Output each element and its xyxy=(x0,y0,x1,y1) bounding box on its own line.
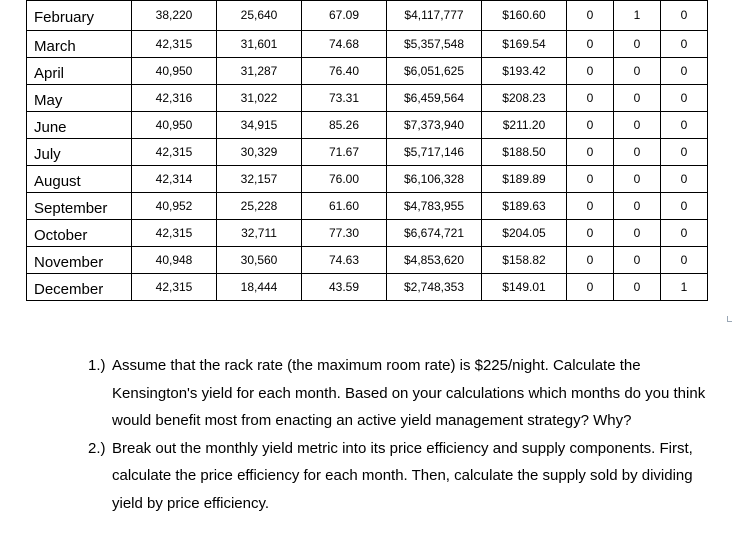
value-cell: 0 xyxy=(661,58,708,85)
value-cell: 76.40 xyxy=(302,58,387,85)
question-number: 2.) xyxy=(88,439,106,457)
value-cell: 0 xyxy=(567,85,614,112)
value-cell: $4,783,955 xyxy=(387,193,482,220)
value-cell: 40,950 xyxy=(132,58,217,85)
value-cell: 0 xyxy=(614,139,661,166)
value-cell: 0 xyxy=(661,220,708,247)
value-cell: 40,952 xyxy=(132,193,217,220)
month-cell: February xyxy=(27,1,132,31)
value-cell: 71.67 xyxy=(302,139,387,166)
value-cell: 42,315 xyxy=(132,31,217,58)
table-row xyxy=(27,220,708,247)
value-cell: 0 xyxy=(614,220,661,247)
value-cell: 42,315 xyxy=(132,220,217,247)
value-cell: 0 xyxy=(661,1,708,31)
value-cell: 32,711 xyxy=(217,220,302,247)
value-cell: 25,640 xyxy=(217,1,302,31)
month-cell: March xyxy=(27,31,132,58)
value-cell: $211.20 xyxy=(482,112,567,139)
question-text: Assume that the rack rate (the maximum room rate) is $225/night. Calculate the Kensington's yield for each month. Based on your calculations which months do you think would benefit most from enacting an active yield management strategy? Why? xyxy=(112,357,706,430)
value-cell: 0 xyxy=(567,58,614,85)
value-cell: 0 xyxy=(567,1,614,31)
value-cell: 0 xyxy=(567,220,614,247)
value-cell: 76.00 xyxy=(302,166,387,193)
value-cell: 0 xyxy=(567,31,614,58)
value-cell: $6,106,328 xyxy=(387,166,482,193)
value-cell: 18,444 xyxy=(217,274,302,301)
value-cell: 0 xyxy=(661,31,708,58)
month-cell: May xyxy=(27,85,132,112)
value-cell: 43.59 xyxy=(302,274,387,301)
question-text: Break out the monthly yield metric into its price efficiency and supply components. First, calculate the price efficiency for each month. Then, calculate the supply sold by dividing yield by price efficiency. xyxy=(112,439,693,512)
month-cell: June xyxy=(27,112,132,139)
value-cell: 0 xyxy=(567,166,614,193)
table-row xyxy=(27,31,708,58)
value-cell: 77.30 xyxy=(302,220,387,247)
value-cell: $160.60 xyxy=(482,1,567,31)
month-cell: September xyxy=(27,193,132,220)
value-cell: 32,157 xyxy=(217,166,302,193)
value-cell: $169.54 xyxy=(482,31,567,58)
value-cell: 0 xyxy=(661,112,708,139)
value-cell: 0 xyxy=(567,247,614,274)
table-row xyxy=(27,193,708,220)
value-cell: 0 xyxy=(661,139,708,166)
value-cell: $5,717,146 xyxy=(387,139,482,166)
month-cell: December xyxy=(27,274,132,301)
value-cell: 61.60 xyxy=(302,193,387,220)
table-row xyxy=(27,85,708,112)
value-cell: $6,051,625 xyxy=(387,58,482,85)
value-cell: 25,228 xyxy=(217,193,302,220)
value-cell: 67.09 xyxy=(302,1,387,31)
value-cell: 31,022 xyxy=(217,85,302,112)
table-row xyxy=(27,274,708,301)
value-cell: 0 xyxy=(661,247,708,274)
value-cell: $6,674,721 xyxy=(387,220,482,247)
value-cell: 40,950 xyxy=(132,112,217,139)
table-row xyxy=(27,166,708,193)
month-cell: April xyxy=(27,58,132,85)
month-cell: July xyxy=(27,139,132,166)
value-cell: 31,287 xyxy=(217,58,302,85)
value-cell: 85.26 xyxy=(302,112,387,139)
value-cell: 74.63 xyxy=(302,247,387,274)
month-cell: October xyxy=(27,220,132,247)
table-row xyxy=(27,247,708,274)
value-cell: 42,314 xyxy=(132,166,217,193)
value-cell: $2,748,353 xyxy=(387,274,482,301)
month-cell: November xyxy=(27,247,132,274)
value-cell: $5,357,548 xyxy=(387,31,482,58)
value-cell: 1 xyxy=(661,274,708,301)
corner-resize-mark xyxy=(727,316,732,322)
value-cell: $189.63 xyxy=(482,193,567,220)
value-cell: $4,117,777 xyxy=(387,1,482,31)
table-body xyxy=(27,1,708,301)
value-cell: 42,316 xyxy=(132,85,217,112)
value-cell: 40,948 xyxy=(132,247,217,274)
value-cell: 0 xyxy=(614,85,661,112)
value-cell: 0 xyxy=(614,166,661,193)
question-item xyxy=(88,435,713,518)
value-cell: $208.23 xyxy=(482,85,567,112)
question-item xyxy=(88,352,713,435)
value-cell: 0 xyxy=(567,274,614,301)
value-cell: 30,329 xyxy=(217,139,302,166)
table-row xyxy=(27,58,708,85)
value-cell: 42,315 xyxy=(132,139,217,166)
value-cell: $193.42 xyxy=(482,58,567,85)
value-cell: 0 xyxy=(614,31,661,58)
value-cell: 34,915 xyxy=(217,112,302,139)
value-cell: 0 xyxy=(614,247,661,274)
value-cell: $6,459,564 xyxy=(387,85,482,112)
value-cell: 0 xyxy=(614,112,661,139)
table-row xyxy=(27,112,708,139)
value-cell: $4,853,620 xyxy=(387,247,482,274)
value-cell: $149.01 xyxy=(482,274,567,301)
value-cell: $189.89 xyxy=(482,166,567,193)
table-row xyxy=(27,139,708,166)
value-cell: 0 xyxy=(661,193,708,220)
value-cell: $158.82 xyxy=(482,247,567,274)
monthly-data-table xyxy=(26,0,708,301)
question-number: 1.) xyxy=(88,357,106,374)
value-cell: $7,373,940 xyxy=(387,112,482,139)
value-cell: 31,601 xyxy=(217,31,302,58)
value-cell: 38,220 xyxy=(132,1,217,31)
value-cell: 0 xyxy=(661,85,708,112)
value-cell: 1 xyxy=(614,1,661,31)
value-cell: $204.05 xyxy=(482,220,567,247)
value-cell: 73.31 xyxy=(302,85,387,112)
table-row xyxy=(27,1,708,31)
value-cell: 0 xyxy=(567,139,614,166)
value-cell: 74.68 xyxy=(302,31,387,58)
value-cell: 0 xyxy=(614,58,661,85)
value-cell: 0 xyxy=(614,274,661,301)
month-cell: August xyxy=(27,166,132,193)
value-cell: 0 xyxy=(567,193,614,220)
value-cell: 0 xyxy=(567,112,614,139)
value-cell: 0 xyxy=(661,166,708,193)
value-cell: $188.50 xyxy=(482,139,567,166)
value-cell: 42,315 xyxy=(132,274,217,301)
value-cell: 0 xyxy=(614,193,661,220)
question-list xyxy=(88,352,713,518)
value-cell: 30,560 xyxy=(217,247,302,274)
